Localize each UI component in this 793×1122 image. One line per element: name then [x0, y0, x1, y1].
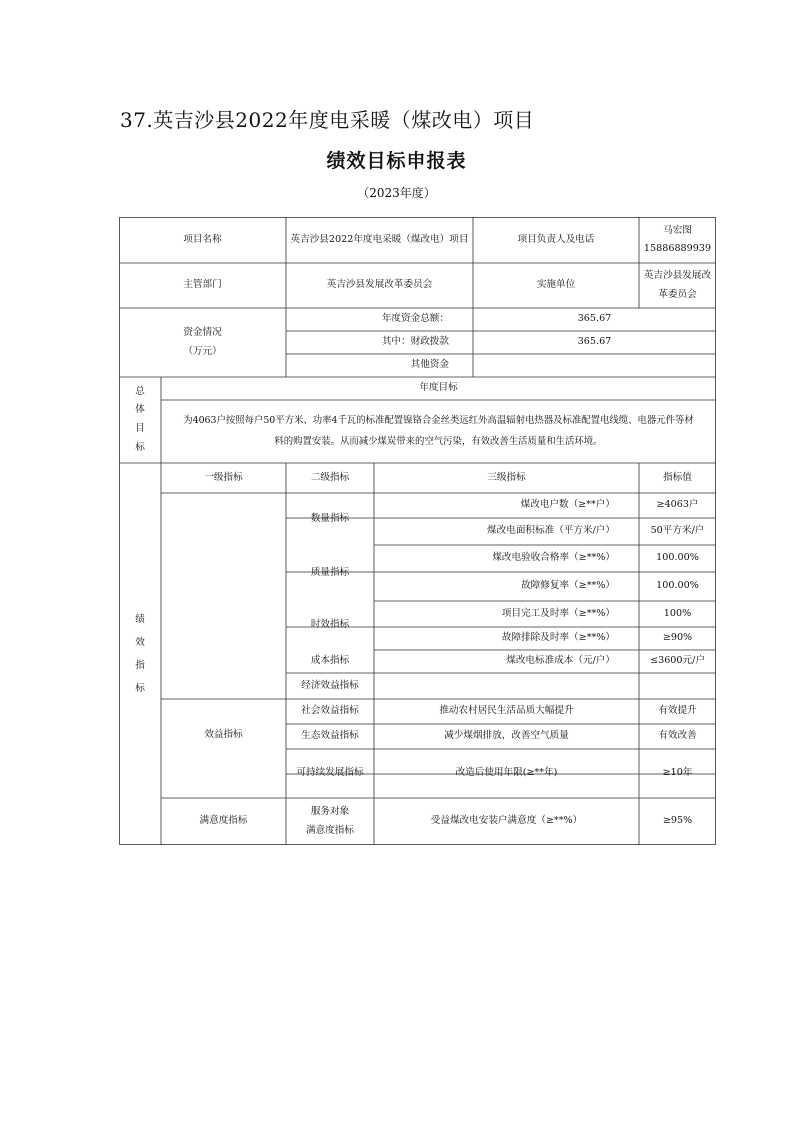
indicator-value: 100.00%: [656, 580, 699, 592]
indicator-value: 有效提升: [658, 705, 697, 717]
overall-target-label: [119, 377, 161, 463]
timeliness-level2: 时效指标: [310, 619, 350, 631]
indicator-value: [639, 673, 716, 699]
col-value-header: 指标值: [663, 471, 692, 483]
social-level2: 社会效益指标: [301, 705, 359, 717]
indicator-value: 100.00%: [656, 552, 699, 564]
table-row: 改造后使用年限(≥**年): [455, 767, 558, 779]
annual-target-text: [161, 400, 716, 463]
performance-target-table: [119, 217, 716, 845]
funds-total-label: 年度资金总额：: [381, 313, 449, 325]
form-year: （2023年度）: [357, 186, 436, 200]
dept-value: 英吉沙县发展改革委员会: [326, 279, 433, 291]
sustainable-level2: 可持续发展指标: [296, 767, 364, 779]
indicators-label-char: 绩: [135, 613, 145, 625]
contact-value: [639, 217, 716, 263]
quality-level2: 质量指标: [310, 566, 350, 578]
table-row: 故障修复率（≥**%）: [521, 580, 615, 592]
indicator-value: 100%: [663, 607, 692, 619]
table-row: 减少煤烟排放，改善空气质量: [444, 730, 569, 742]
satisfaction-level1: 满意度指标: [199, 815, 248, 827]
project-name-label: 项目名称: [183, 233, 222, 245]
benefit-level1: 效益指标: [204, 729, 243, 741]
overall-label-char: 体: [135, 404, 145, 416]
indicator-value: ≥10年: [662, 767, 693, 779]
document-heading: 37.英吉沙县2022年度电采暖（煤改电）项目: [120, 108, 535, 132]
indicator-value: ≥95%: [662, 815, 693, 827]
overall-label-char: 目: [135, 423, 145, 434]
contact-phone: 15886889939: [643, 243, 712, 254]
project-name-value: 英吉沙县2022年度电采暖（煤改电）项目: [290, 233, 469, 245]
funds-other-label: 其他资金: [410, 359, 449, 371]
dept-label: 主管部门: [183, 279, 222, 291]
table-row: 煤改电户数（≥**户）: [520, 499, 615, 511]
satisfaction-level2-line-1: 服务对象: [310, 806, 350, 818]
indicator-value: ≥4063户: [656, 499, 699, 511]
impl-line-2: 革委员会: [658, 288, 697, 300]
indicator-value: 有效改善: [658, 730, 697, 742]
table-row: 故障排除及时率（≥**%）: [501, 632, 615, 644]
funds-other-value: [473, 354, 716, 377]
economic-level2: 经济效益指标: [301, 679, 359, 691]
funds-total-value: 365.67: [577, 313, 612, 325]
ecological-level2: 生态效益指标: [301, 730, 359, 742]
indicators-label-char: 标: [135, 683, 145, 695]
contact-label: 项目负责人及电话: [517, 233, 595, 245]
annual-target-line-1: 为4063户按照每户50平方米、功率4千瓦的标准配置镍铬合金丝类远红外高温辐射电热器及标准配置电线缆、电器元件等材: [183, 414, 694, 426]
indicators-label-char: 效: [135, 636, 145, 648]
impl-value: [639, 263, 716, 308]
form-title: 绩效目标申报表: [326, 150, 467, 172]
satisfaction-level2: [286, 798, 374, 845]
table-row: 受益煤改电安装户满意度（≥**%）: [430, 815, 583, 827]
satisfaction-level2-line-2: 满意度指标: [306, 824, 354, 836]
output-level1: [161, 493, 286, 699]
impl-label: 实施单位: [536, 279, 576, 291]
indicators-label: [119, 463, 161, 845]
col-level1-header: 一级指标: [204, 471, 243, 483]
table-row: 煤改电面积标准（平方米/户）: [487, 525, 615, 537]
funds-label-line-2: （万元）: [183, 345, 222, 357]
indicator-value: ≥90%: [662, 632, 693, 644]
indicators-label-char: 指: [135, 660, 145, 671]
table-row: 煤改电验收合格率（≥**%）: [492, 552, 615, 564]
funds-label-line-1: 资金情况: [183, 327, 222, 339]
funds-fiscal-label: 其中：财政拨款: [381, 336, 449, 348]
overall-label-char: 总: [135, 385, 145, 397]
annual-target-line-2: 料的购置安装。从而减少煤炭带来的空气污染，有效改善生活质量和生活环境。: [274, 435, 603, 447]
col-level2-header: 二级指标: [310, 471, 350, 483]
cost-level2: 成本指标: [310, 655, 350, 667]
funds-fiscal-value: 365.67: [577, 336, 612, 348]
table-row: 煤改电标准成本（元/户）: [506, 655, 615, 667]
table-row: 推动农村居民生活品质大幅提升: [439, 705, 574, 717]
funds-label: [119, 308, 286, 377]
col-level3-header: 三级指标: [487, 471, 526, 483]
contact-name: 马宏图: [663, 224, 692, 236]
annual-target-label: 年度目标: [419, 382, 458, 394]
table-row: [374, 673, 639, 699]
indicator-value: ≤3600元/户: [650, 655, 705, 667]
table-row: 项目完工及时率（≥**%）: [501, 607, 615, 619]
overall-label-char: 标: [135, 441, 145, 453]
quantity-level2: 数量指标: [310, 512, 350, 524]
indicator-value: 50平方米/户: [650, 525, 705, 537]
impl-line-1: 英吉沙县发展改: [643, 270, 712, 282]
